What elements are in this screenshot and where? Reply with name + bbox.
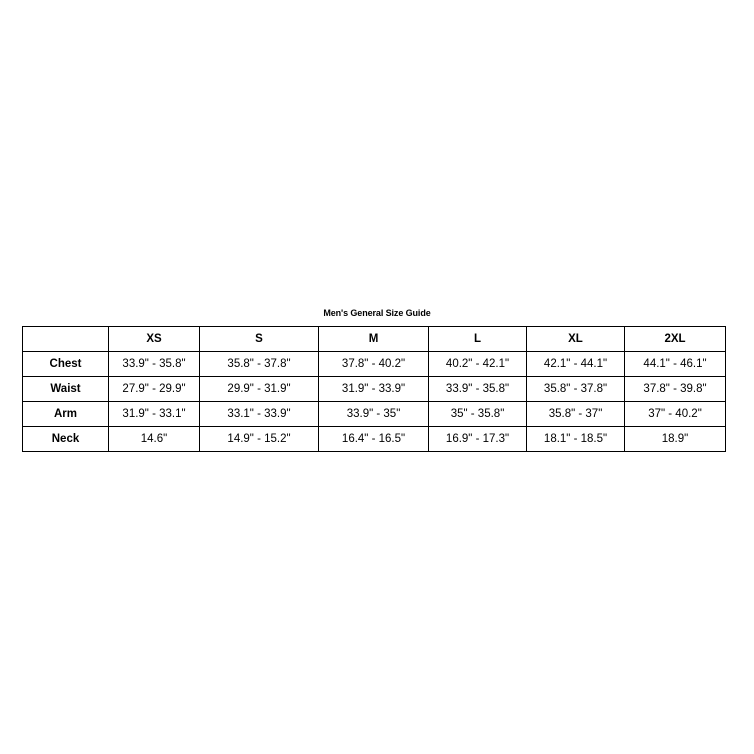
table-cell: 37.8" - 40.2" [319,352,429,377]
table-cell: 33.9" - 35.8" [109,352,200,377]
header-corner-cell [23,327,109,352]
table-cell: 44.1" - 46.1" [625,352,726,377]
header-size-s: S [200,327,319,352]
table-cell: 35.8" - 37.8" [527,377,625,402]
table-cell: 40.2" - 42.1" [429,352,527,377]
size-guide-table [22,326,726,452]
header-size-xl: XL [527,327,625,352]
header-size-m: M [319,327,429,352]
table-cell: 35.8" - 37.8" [200,352,319,377]
table-cell: 29.9" - 31.9" [200,377,319,402]
row-label-waist: Waist [23,377,109,402]
table-cell: 14.9" - 15.2" [200,427,319,452]
size-guide-title: Men's General Size Guide [323,308,431,318]
header-size-l: L [429,327,527,352]
table-cell: 16.9" - 17.3" [429,427,527,452]
header-size-2xl: 2XL [625,327,726,352]
table-cell: 35.8" - 37" [527,402,625,427]
table-cell: 27.9" - 29.9" [109,377,200,402]
table-cell: 31.9" - 33.1" [109,402,200,427]
table-cell: 42.1" - 44.1" [527,352,625,377]
table-cell: 31.9" - 33.9" [319,377,429,402]
row-label-arm: Arm [23,402,109,427]
table-cell: 18.1" - 18.5" [527,427,625,452]
table-cell: 35" - 35.8" [429,402,527,427]
table-cell: 18.9" [625,427,726,452]
table-cell: 16.4" - 16.5" [319,427,429,452]
table-cell: 33.9" - 35" [319,402,429,427]
table-header-row [23,327,726,352]
table-row-waist [23,377,726,402]
header-size-xs: XS [109,327,200,352]
table-cell: 33.9" - 35.8" [429,377,527,402]
table-row-chest [23,352,726,377]
table-cell: 37" - 40.2" [625,402,726,427]
table-row-neck [23,427,726,452]
table-cell: 14.6" [109,427,200,452]
row-label-chest: Chest [23,352,109,377]
table-row-arm [23,402,726,427]
table-cell: 37.8" - 39.8" [625,377,726,402]
table-cell: 33.1" - 33.9" [200,402,319,427]
row-label-neck: Neck [23,427,109,452]
